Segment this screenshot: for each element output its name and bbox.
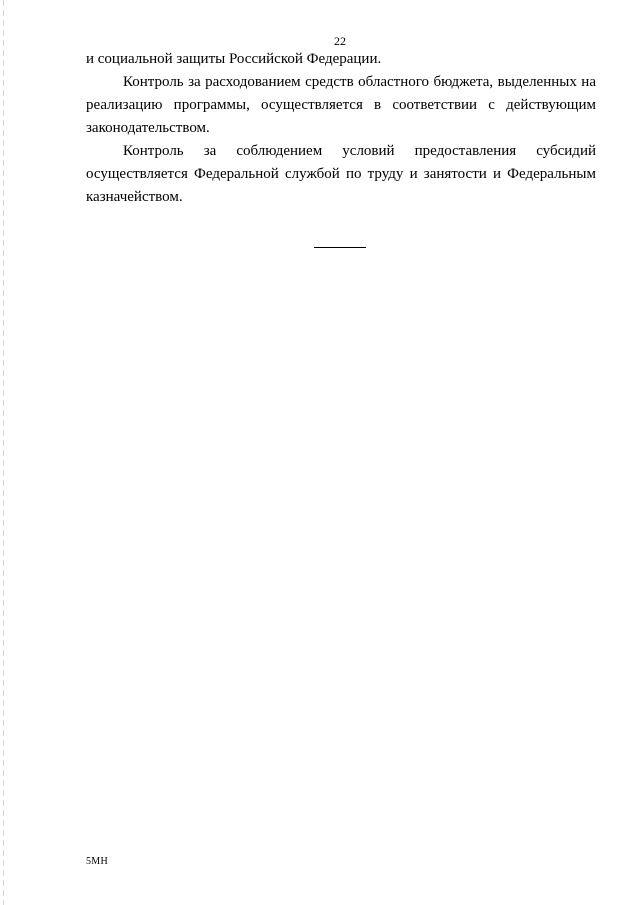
end-separator-line (314, 247, 366, 248)
footer-code: 5МН (86, 856, 109, 867)
paragraph-subsidy-control: Контроль за соблюдением условий предоставления субсидий осуществляется Федеральной службой по труду и занятости и Федеральным казначейством. (86, 143, 596, 205)
scan-edge (3, 0, 4, 905)
paragraph-continuation: и социальной защиты Российской Федерации. (86, 51, 382, 67)
page-number: 22 (334, 34, 346, 48)
paragraph-budget-control: Контроль за расходованием средств областного бюджета, выделенных на реализацию программы, осуществляется в соответствии с действующим законодательством. (86, 74, 596, 136)
document-body (86, 48, 596, 209)
